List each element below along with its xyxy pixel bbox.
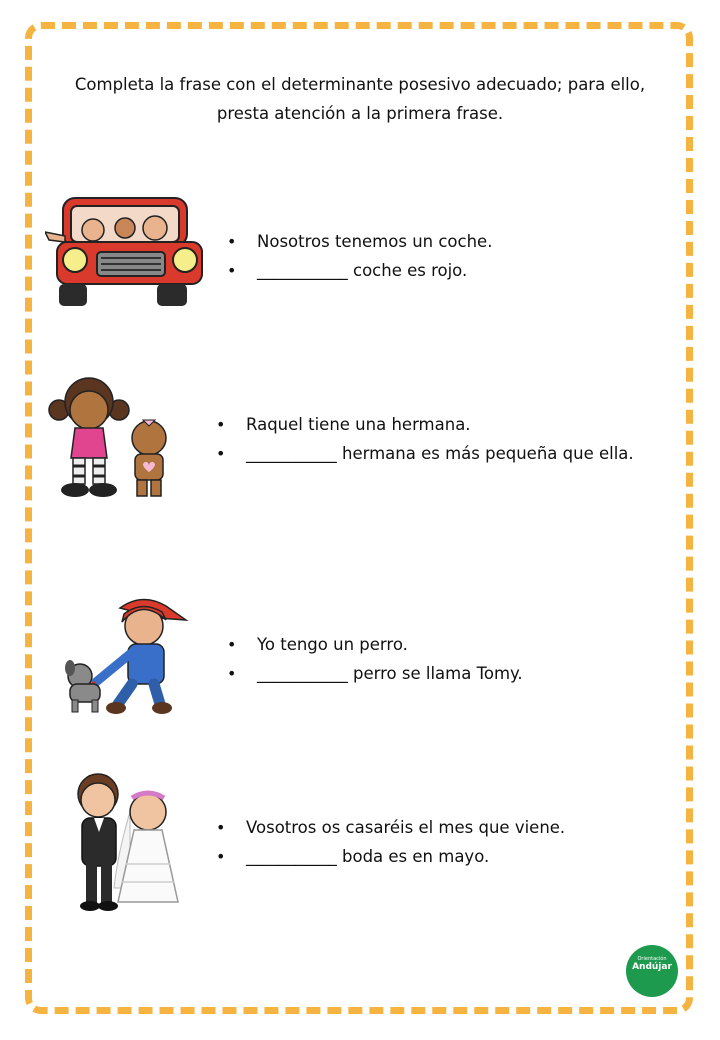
orientacion-andujar-logo — [626, 945, 678, 997]
boy-with-dog-illustration — [62, 592, 190, 718]
exercise-3-sentences — [227, 630, 523, 688]
exercise-2-fill-in-sentence: • ___________ hermana es más pequeña que ella. — [216, 439, 634, 468]
instructions-text: Completa la frase con el determinante posesivo adecuado; para ello, presta atención a la primera frase. — [74, 75, 646, 123]
exercise-2-model-sentence: • Raquel tiene una hermana. — [216, 410, 634, 439]
bride-and-groom-illustration — [70, 772, 180, 912]
sisters-illustration — [45, 372, 175, 504]
logo-line-1: Orientación — [637, 956, 667, 962]
exercise-1-sentences — [227, 227, 492, 285]
exercise-3-fill-in-sentence: • ___________ perro se llama Tomy. — [227, 659, 523, 688]
exercise-4-sentences — [216, 813, 565, 871]
exercise-1-model-sentence: • Nosotros tenemos un coche. — [227, 227, 492, 256]
exercise-4-fill-in-sentence: • ___________ boda es en mayo. — [216, 842, 565, 871]
exercise-4-model-sentence: • Vosotros os casaréis el mes que viene. — [216, 813, 565, 842]
exercise-2-sentences — [216, 410, 634, 468]
exercise-1-fill-in-sentence: • ___________ coche es rojo. — [227, 256, 492, 285]
family-car-illustration — [45, 192, 210, 310]
exercise-3-model-sentence: • Yo tengo un perro. — [227, 630, 523, 659]
logo-line-2: Andújar — [632, 962, 672, 972]
